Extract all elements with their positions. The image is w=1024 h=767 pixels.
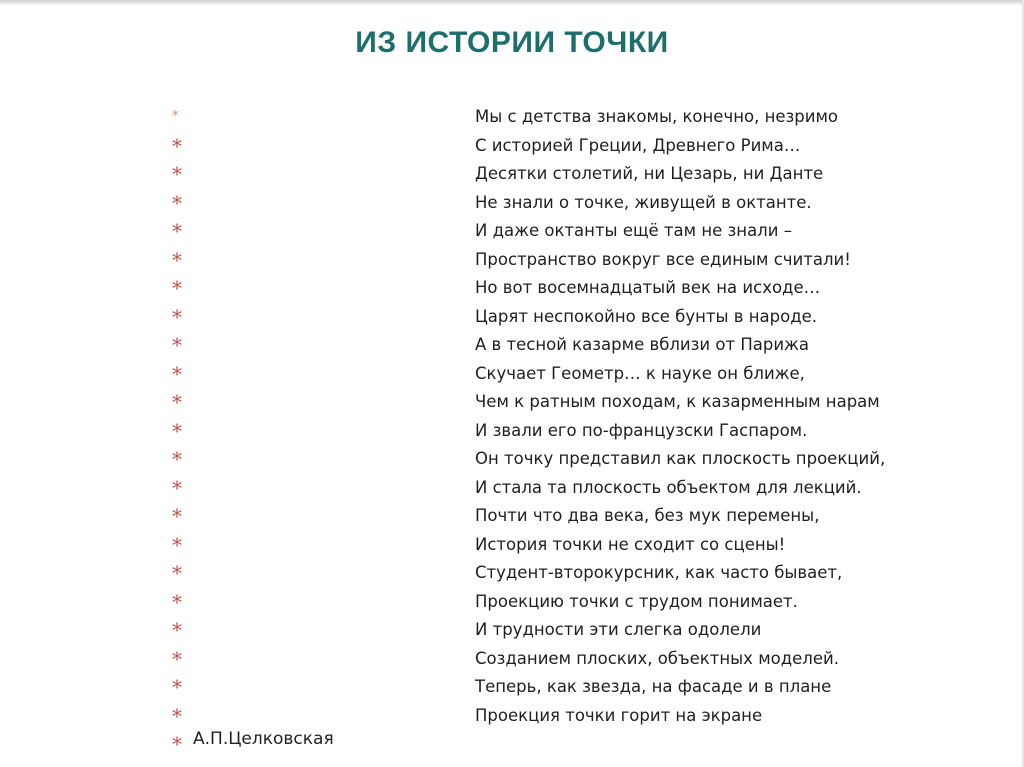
poem-line: И даже октанты ещё там не знали –	[475, 221, 792, 240]
bullet-marker: *	[172, 390, 182, 414]
bullet-marker: *	[172, 447, 182, 471]
bullet-marker: *	[172, 219, 182, 243]
bullet-marker: *	[172, 162, 182, 186]
poem-line: Не знали о точке, живущей в октанте.	[475, 192, 812, 212]
poem-line: И стала та плоскость объектом для лекций.	[475, 477, 862, 497]
poem-line: Царят неспокойно все бунты в народе.	[475, 306, 818, 326]
bullet-marker: *	[172, 618, 182, 642]
bullet-marker: *	[172, 532, 182, 557]
bullet-marker: *	[172, 418, 182, 443]
bullet-marker: *	[172, 475, 182, 500]
bullet-marker: *	[172, 732, 182, 756]
poem-line: Созданием плоских, объектных моделей.	[475, 648, 839, 668]
bullet-marker: *	[172, 361, 182, 386]
bullet-marker: *	[172, 561, 182, 585]
poem-line: Пространство вокруг все единым считали!	[475, 249, 851, 269]
poem-line: Проекцию точки с трудом понимает.	[475, 591, 798, 611]
bullet-marker: *	[172, 304, 182, 329]
bullet-marker: *	[172, 109, 179, 124]
poem-line: И трудности эти слегка одолели	[475, 620, 762, 639]
bullet-marker: *	[172, 276, 182, 300]
bullet-column	[172, 103, 192, 759]
poem-line: Скучает Геометр… к науке он ближе,	[475, 363, 805, 383]
bullet-marker: *	[172, 703, 182, 728]
bullet-marker: *	[172, 675, 182, 699]
bullet-marker: *	[172, 247, 182, 272]
poem-line: История точки не сходит со сцены!	[475, 534, 786, 554]
poem-line: Теперь, как звезда, на фасаде и в плане	[475, 677, 832, 696]
poem-line: Он точку представил как плоскость проекций,	[475, 449, 886, 468]
bullet-marker: *	[172, 333, 182, 357]
poem-line: И звали его по-французски Гаспаром.	[475, 420, 808, 440]
poem-line: Но вот восемнадцатый век на исходе…	[475, 278, 821, 297]
poem-line: Почти что два века, без мук перемены,	[475, 506, 820, 525]
poem-line: Десятки столетий, ни Цезарь, ни Данте	[475, 164, 824, 183]
author-name: А.П.Целковская	[193, 729, 334, 749]
poem-text	[475, 103, 1020, 730]
slide-top-shadow	[0, 0, 1024, 6]
bullet-marker: *	[172, 589, 182, 614]
poem-line: А в тесной казарме вблизи от Парижа	[475, 335, 810, 354]
bullet-marker: *	[172, 504, 182, 528]
poem-line: Мы с детства знакомы, конечно, незримо	[475, 107, 839, 126]
bullet-marker: *	[172, 133, 182, 158]
poem-line: Чем к ратным походам, к казарменным нарам	[475, 392, 880, 411]
slide-title: ИЗ ИСТОРИИ ТОЧКИ	[355, 26, 669, 59]
poem-line: С историей Греции, Древнего Рима…	[475, 135, 801, 155]
bullet-marker: *	[172, 190, 182, 215]
poem-line: Проекция точки горит на экране	[475, 705, 763, 725]
poem-line: Студент-второкурсник, как часто бывает,	[475, 563, 843, 582]
bullet-marker: *	[172, 646, 182, 671]
